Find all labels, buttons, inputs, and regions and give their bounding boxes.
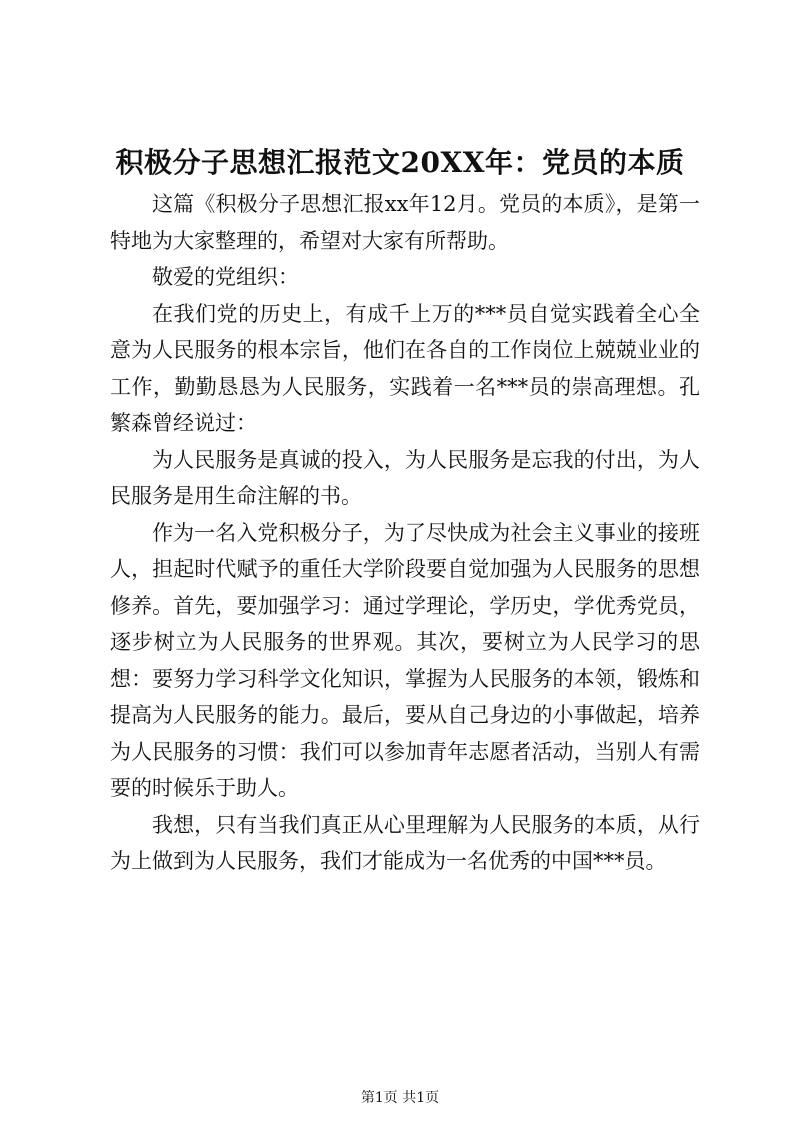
paragraph-self-improvement: 作为一名入党积极分子，为了尽快成为社会主义事业的接班人，担起时代赋予的重任大学阶段要自觉加强为人民服务的思想修养。首先，要加强学习：通过学理论，学历史，学优秀党员，逐步树立为人民服务的世界观。其次，要树立为人民学习的思想：要努力学习科学文化知识，掌握为人民服务的本领，锻炼和提高为人民服务的能力。最后，要从自己身边的小事做起，培养为人民服务的习惯：我们可以参加青年志愿者活动，当别人有需要的时候乐于助人。 [110,520,700,800]
paragraph-conclusion: 我想，只有当我们真正从心里理解为人民服务的本质，从行为上做到为人民服务，我们才能成为一名优秀的中国***员。 [110,812,700,873]
page-number-footer: 第1页 共1页 [360,1090,440,1106]
document-body [110,186,700,880]
paragraph-history: 在我们党的历史上，有成千上万的***员自觉实践着全心全意为人民服务的根本宗旨，他们在各自的工作岗位上兢兢业业的工作，勤勤恳恳为人民服务，实践着一名***员的崇高理想。孔繁森曾经说过： [110,301,700,435]
document-title: 积极分子思想汇报范文20XX年：党员的本质 [115,146,685,179]
paragraph-intro: 这篇《积极分子思想汇报xx年12月。党员的本质》，是第一特地为大家整理的，希望对大家有所帮助。 [110,192,700,253]
paragraph-quote: 为人民服务是真诚的投入，为人民服务是忘我的付出，为人民服务是用生命注解的书。 [110,447,700,508]
paragraph-salutation: 敬爱的党组织： [152,265,299,289]
